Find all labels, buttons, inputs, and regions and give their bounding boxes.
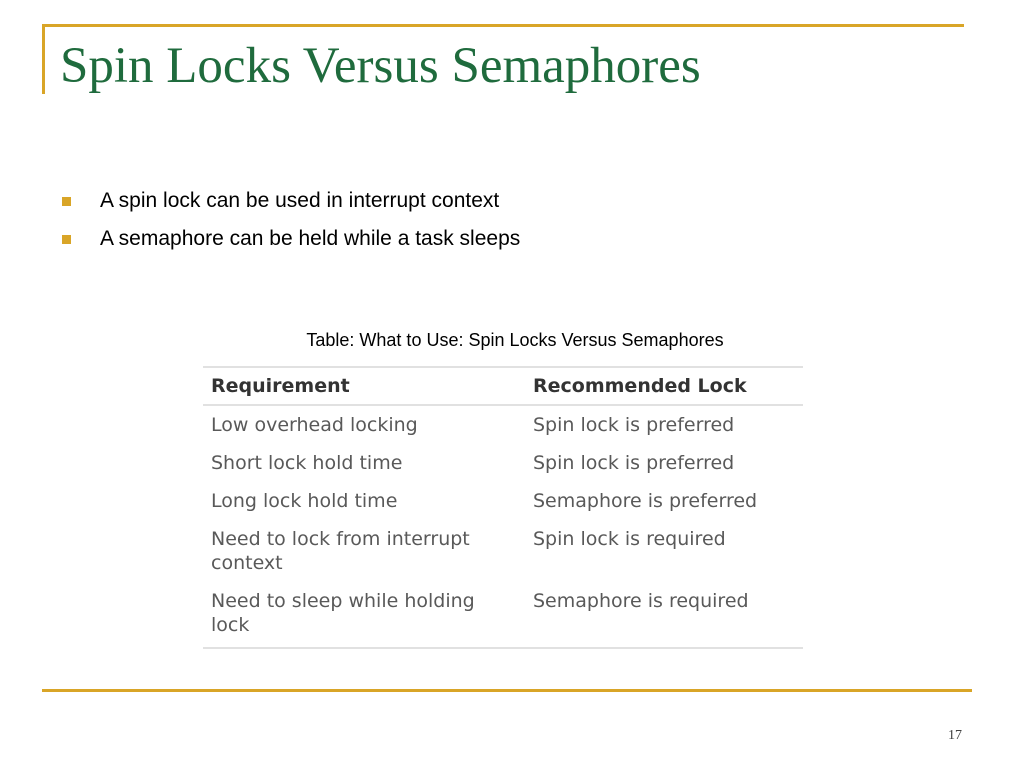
bullet-list (62, 186, 520, 262)
table-row (203, 520, 803, 582)
column-header-requirement: Requirement (203, 367, 525, 405)
table-row (203, 405, 803, 444)
recommended-lock-cell: Spin lock is required (533, 528, 726, 550)
left-border-line (42, 24, 45, 94)
recommended-lock-cell: Semaphore is required (525, 582, 803, 648)
bullet-text: A semaphore can be held while a task sleeps (100, 227, 521, 250)
square-bullet-icon (62, 197, 71, 206)
slide-title: Spin Locks Versus Semaphores (60, 38, 701, 94)
bottom-border-line (42, 689, 972, 692)
table-row (203, 444, 803, 482)
table-caption: Table: What to Use: Spin Locks Versus Semaphores (306, 330, 724, 350)
bullet-item (62, 186, 520, 224)
requirement-cell: Need to sleep while holding lock (203, 582, 525, 648)
recommended-lock-cell: Semaphore is preferred (533, 490, 758, 512)
recommended-lock-cell: Spin lock is preferred (533, 414, 735, 436)
requirement-cell: Long lock hold time (211, 490, 398, 512)
bullet-text: A spin lock can be used in interrupt context (100, 189, 500, 212)
bullet-item (62, 224, 520, 262)
recommended-lock-cell: Spin lock is preferred (533, 452, 735, 474)
page-number: 17 (948, 728, 962, 743)
top-border-line (42, 24, 964, 27)
requirement-cell: Low overhead locking (211, 414, 418, 436)
requirement-cell: Need to lock from interrupt context (211, 528, 470, 574)
table-row (203, 582, 803, 648)
requirement-cell: Short lock hold time (211, 452, 403, 474)
table-row (203, 482, 803, 520)
column-header-recommended-lock: Recommended Lock (525, 367, 803, 405)
table-header-row (203, 367, 803, 405)
lock-comparison-table (203, 366, 803, 649)
square-bullet-icon (62, 235, 71, 244)
